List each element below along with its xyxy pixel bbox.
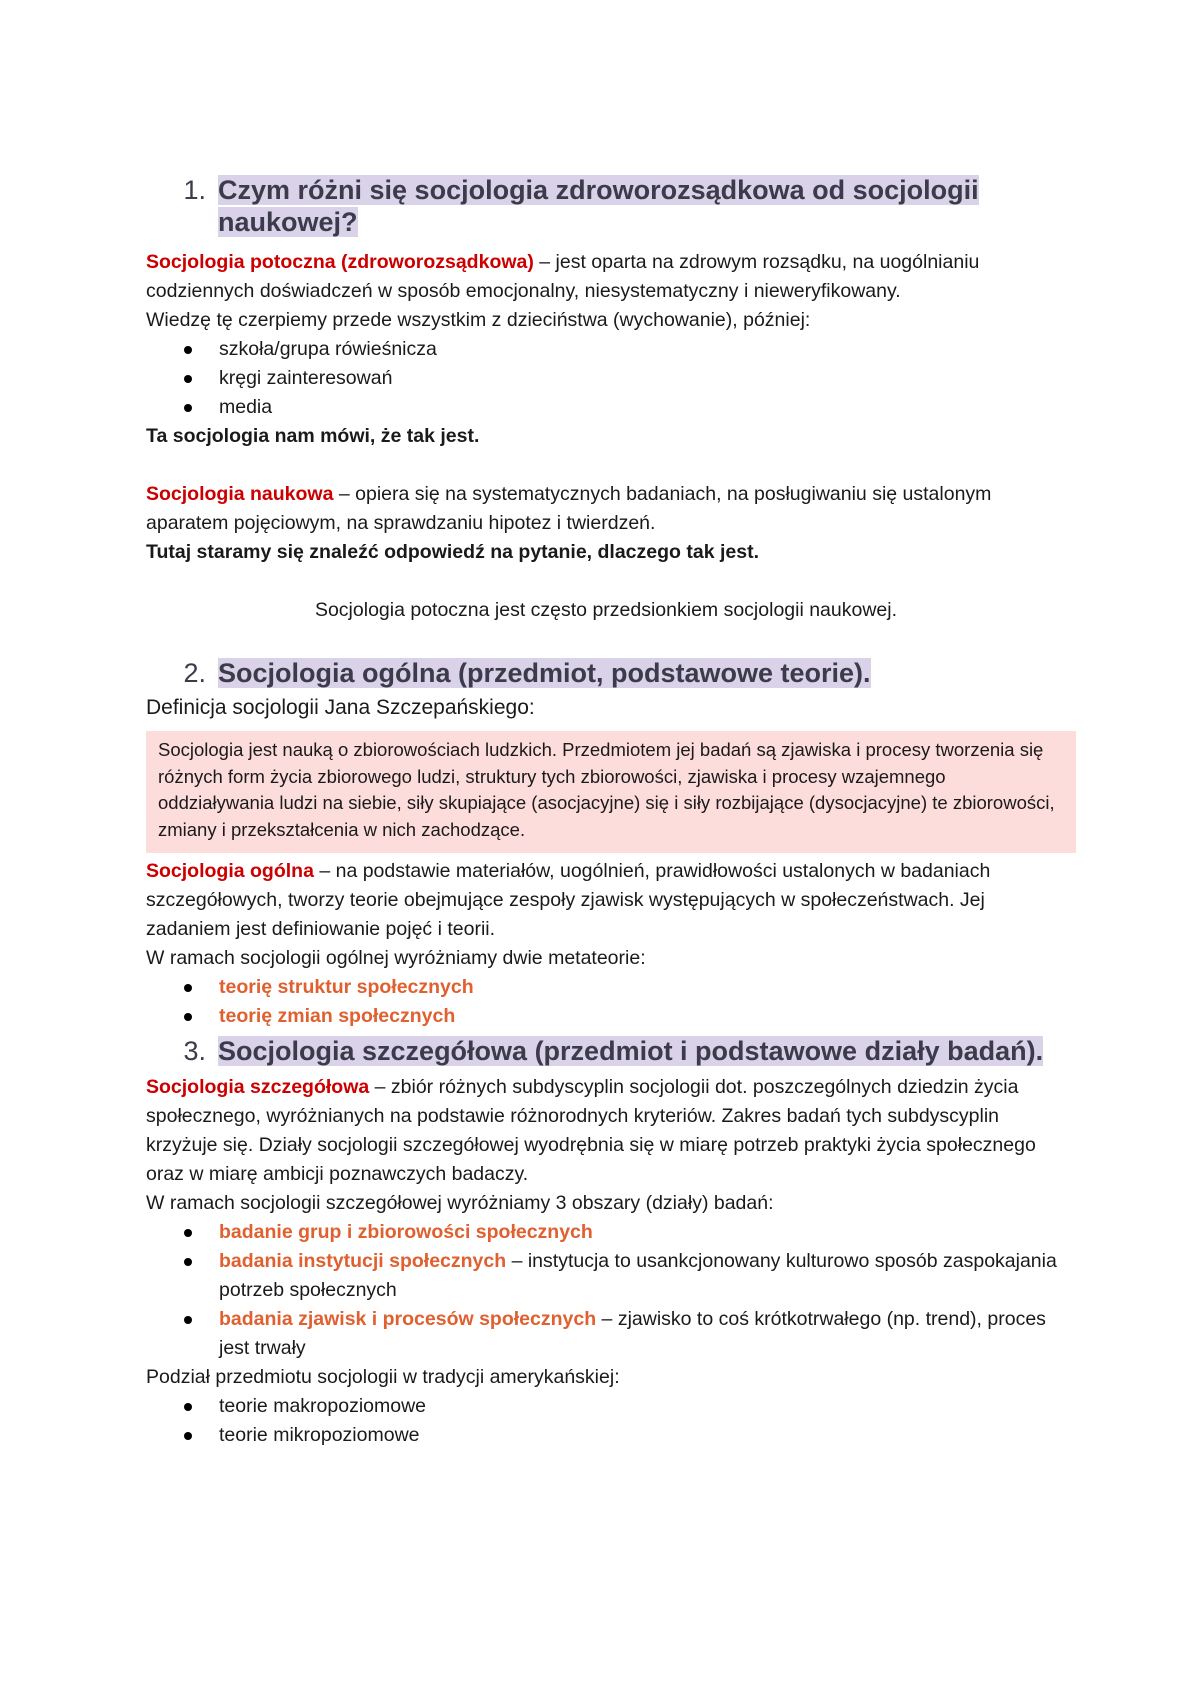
q1-sources-list (146, 335, 1066, 422)
list-item: media (146, 393, 1066, 422)
question-1-title: Czym różni się socjologia zdroworozsądkowa od socjologii naukowej? (218, 175, 979, 237)
bullet-icon (184, 1013, 192, 1021)
term-socjologia-potoczna: Socjologia potoczna (zdroworozsądkowa) (146, 251, 534, 273)
question-2-number: 2. (183, 658, 206, 688)
q1-summary-naukowa: Tutaj staramy się znaleźć odpowiedź na pytanie, dlaczego tak jest. (146, 541, 759, 563)
bullet-icon (184, 1432, 192, 1440)
list-item: badanie grup i zbiorowości społecznych (146, 1218, 1066, 1247)
term-socjologia-naukowa: Socjologia naukowa (146, 483, 334, 505)
question-1-heading (146, 174, 1066, 238)
q2-paragraph-ogolna: Socjologia ogólna – na podstawie materiałów, uogólnień, prawidłowości ustalonych w badaniach szczegółowych, tworzy teorie obejmujące zespoły zjawisk występujących w społeczeństwach. Jej zadaniem jest definiowanie pojęć i teorii. (146, 860, 991, 940)
question-1-number: 1. (183, 175, 206, 205)
q3-tradycja-list (146, 1392, 1066, 1450)
term-socjologia-ogolna: Socjologia ogólna (146, 860, 314, 882)
bullet-icon (184, 346, 192, 354)
bullet-icon (184, 1229, 192, 1237)
q1-paragraph-potoczna: Socjologia potoczna (zdroworozsądkowa) – jest oparta na zdrowym rozsądku, na uogólnianiu codziennych doświadczeń w sposób emocjonalny, niesystematyczny i nieweryfikowany. (146, 251, 980, 302)
q3-paragraph-tradycja: Podział przedmiotu socjologii w tradycji amerykańskiej: (146, 1366, 620, 1388)
question-2-heading (146, 657, 1066, 689)
definition-label: Definicja socjologii Jana Szczepańskiego: (146, 696, 535, 719)
q3-paragraph-obszary: W ramach socjologii szczegółowej wyróżniamy 3 obszary (działy) badań: (146, 1192, 774, 1214)
list-item: badania zjawisk i procesów społecznych – zjawisko to coś krótkotrwałego (np. trend), proces jest trwały (146, 1305, 1066, 1363)
q1-conclusion: Socjologia potoczna jest często przedsionkiem socjologii naukowej. (314, 599, 898, 621)
bullet-icon (184, 375, 192, 383)
bullet-icon (184, 404, 192, 412)
list-item: kręgi zainteresowań (146, 364, 1066, 393)
list-item: szkoła/grupa rówieśnicza (146, 335, 1066, 364)
q1-summary-potoczna: Ta socjologia nam mówi, że tak jest. (146, 425, 480, 447)
list-item: teorię zmian społecznych (146, 1002, 1066, 1031)
question-3-title: Socjologia szczegółowa (przedmiot i podstawowe działy badań). (218, 1036, 1044, 1066)
q2-metateorie-list (146, 973, 1066, 1031)
bullet-icon (184, 984, 192, 992)
question-2-title: Socjologia ogólna (przedmiot, podstawowe teorie). (218, 658, 871, 688)
q1-paragraph-naukowa: Socjologia naukowa – opiera się na systematycznych badaniach, na posługiwaniu się ustalonym aparatem pojęciowym, na sprawdzaniu hipotez i twierdzeń. (146, 483, 992, 534)
q1-paragraph-sources: Wiedzę tę czerpiemy przede wszystkim z dzieciństwa (wychowanie), później: (146, 309, 811, 331)
question-3-heading (146, 1035, 1066, 1067)
q3-obszary-list (146, 1218, 1066, 1363)
bullet-icon (184, 1403, 192, 1411)
document-content (146, 174, 1066, 1450)
bullet-icon (184, 1258, 192, 1266)
definition-box: Socjologia jest nauką o zbiorowościach ludzkich. Przedmiotem jej badań są zjawiska i procesy tworzenia się różnych form życia zbiorowego ludzi, struktury tych zbiorowości, zjawiska i procesy wzajemnego oddziaływania ludzi na siebie, siły skupiające (asocjacyjne) się i siły rozbijające (dysocjacyjne) te zbiorowości, zmiany i przekształcenia w nich zachodzące. (146, 731, 1076, 853)
list-item: badania instytucji społecznych – instytucja to usankcjonowany kulturowo sposób zaspokajania potrzeb społecznych (146, 1247, 1066, 1305)
list-item: teorie makropoziomowe (146, 1392, 1066, 1421)
term-socjologia-szczegolowa: Socjologia szczegółowa (146, 1076, 370, 1098)
question-3-number: 3. (183, 1036, 206, 1066)
bullet-icon (184, 1316, 192, 1324)
list-item: teorie mikropoziomowe (146, 1421, 1066, 1450)
q3-paragraph-szczegolowa: Socjologia szczegółowa – zbiór różnych subdyscyplin socjologii dot. poszczególnych dziedzin życia społecznego, wyróżnianych na podstawie różnorodnych kryteriów. Zakres badań tych subdyscyplin krzyżuje się. Działy socjologii szczegółowej wyodrębnia się w miarę potrzeb praktyki życia społecznego oraz w miarę ambicji poznawczych badaczy. (146, 1076, 1036, 1185)
list-item: teorię struktur społecznych (146, 973, 1066, 1002)
q2-paragraph-metateorie: W ramach socjologii ogólnej wyróżniamy dwie metateorie: (146, 947, 646, 969)
